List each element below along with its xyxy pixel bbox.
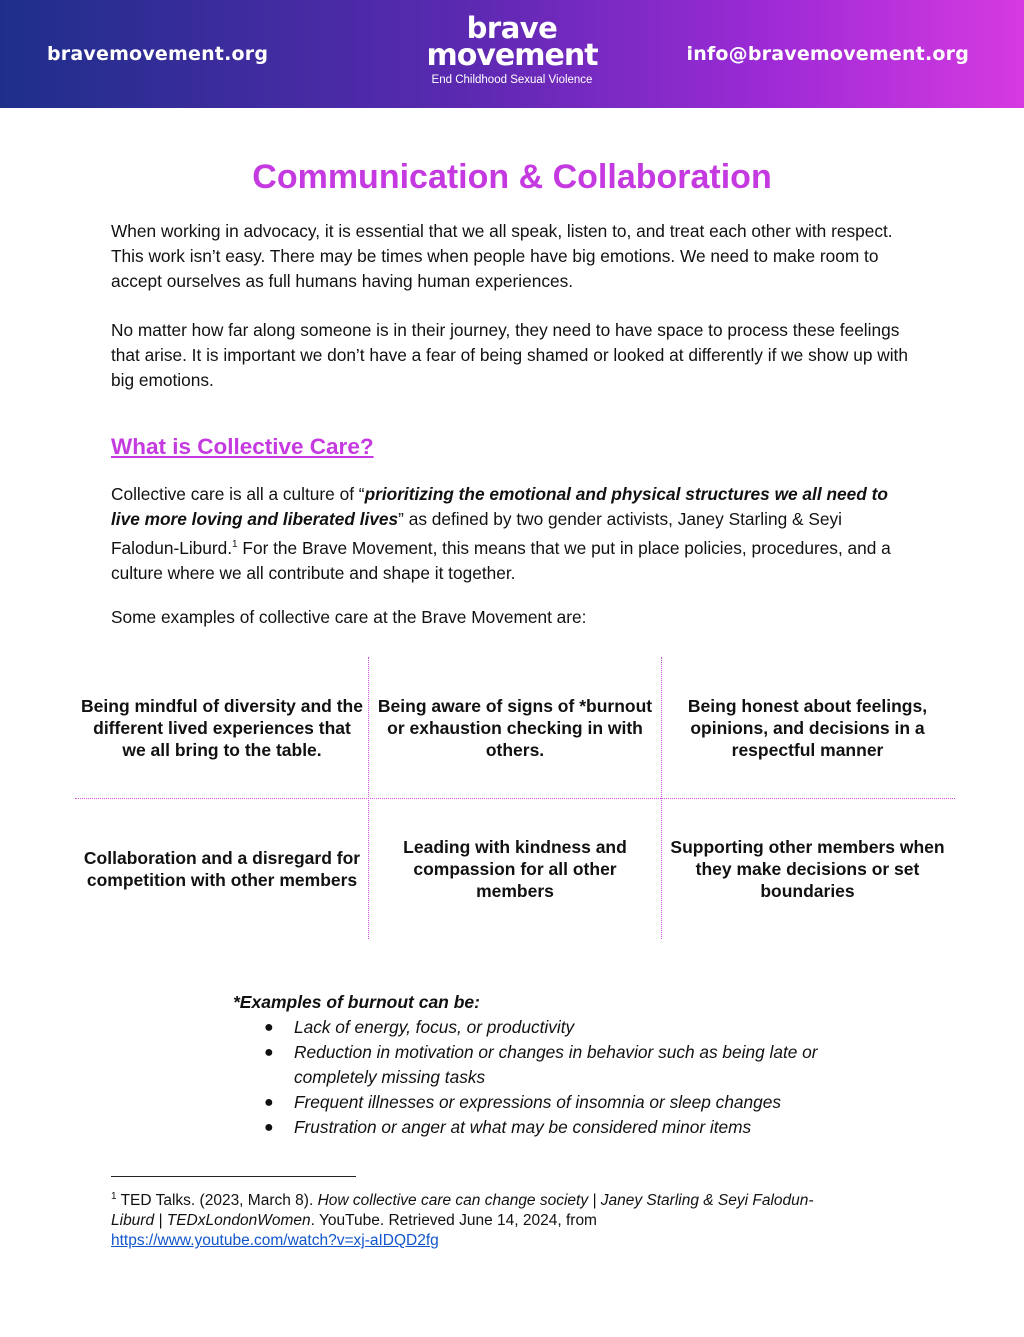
footnote-retrieved: . YouTube. Retrieved June 14, 2024, from bbox=[310, 1212, 597, 1230]
footnote-link[interactable]: https://www.youtube.com/watch?v=xj-aIDQD2fg bbox=[111, 1232, 439, 1250]
grid-cell: Supporting other members when they make decisions or set boundaries bbox=[670, 836, 945, 901]
logo-tagline: End Childhood Sexual Violence bbox=[431, 74, 593, 86]
grid-cell: Being aware of signs of *burnout or exhaustion checking in with others. bbox=[377, 695, 653, 760]
footnote-work-title: How collective care can change society | Janey Starling & Seyi Falodun-Liburd | TEDxLondonWomen bbox=[111, 1192, 814, 1230]
logo-word-brave: brave bbox=[466, 11, 558, 45]
collective-lead: Collective care is all a culture of “ bbox=[111, 484, 365, 504]
footnote-source: TED Talks. (2023, March 8). bbox=[116, 1192, 318, 1210]
brave-movement-logo[interactable] bbox=[412, 11, 612, 90]
collective-quote: prioritizing the emotional and physical structures we all need to live more loving and liberated lives bbox=[111, 484, 888, 529]
examples-intro: Some examples of collective care at the Brave Movement are: bbox=[111, 607, 587, 627]
burnout-list bbox=[233, 1015, 873, 1140]
header-email[interactable]: info@bravemovement.org bbox=[686, 43, 969, 65]
burnout-title: *Examples of burnout can be: bbox=[233, 992, 480, 1012]
logo-word-movement: movement bbox=[426, 38, 598, 73]
collective-care-grid bbox=[75, 657, 955, 939]
bullet-icon: ● bbox=[264, 1019, 274, 1036]
header-website[interactable]: bravemovement.org bbox=[47, 43, 269, 65]
footnote bbox=[111, 1187, 851, 1251]
grid-cell: Being mindful of diversity and the different lived experiences that we all bring to the table. bbox=[81, 695, 363, 760]
bullet-icon: ● bbox=[264, 1094, 274, 1111]
list-item-text: Reduction in motivation or changes in behavior such as being late or completely missing tasks bbox=[294, 1042, 818, 1087]
list-item-text: Frustration or anger at what may be considered minor items bbox=[294, 1117, 752, 1137]
footnote-divider bbox=[111, 1176, 356, 1177]
footnote-mark: 1 bbox=[111, 1191, 117, 1202]
list-item-text: Frequent illnesses or expressions of insomnia or sleep changes bbox=[294, 1092, 782, 1112]
page-header bbox=[0, 0, 1024, 108]
intro-paragraph-2: No matter how far along someone is in their journey, they need to have space to process these feelings that arise. It is important we don’t have a fear of being shamed or looked at differently if we show up with big emotions. bbox=[111, 320, 908, 390]
list-item bbox=[233, 1090, 873, 1115]
collective-care-heading: What is Collective Care? bbox=[111, 434, 374, 459]
list-item bbox=[233, 1040, 873, 1090]
list-item-text: Lack of energy, focus, or productivity bbox=[294, 1017, 575, 1037]
grid-cell: Leading with kindness and compassion for all other members bbox=[403, 836, 627, 901]
collective-care-paragraph bbox=[111, 482, 911, 586]
bullet-icon: ● bbox=[264, 1119, 274, 1136]
list-item bbox=[233, 1015, 873, 1040]
intro-paragraph-1: When working in advocacy, it is essential that we all speak, listen to, and treat each other with respect. This work isn’t easy. There may be times when people have big emotions. We need to make room to accept ourselves as full humans having human experiences. bbox=[111, 221, 893, 291]
grid-cell: Being honest about feelings, opinions, and decisions in a respectful manner bbox=[687, 695, 928, 760]
grid-cell: Collaboration and a disregard for competition with other members bbox=[83, 847, 361, 890]
collective-rest: For the Brave Movement, this means that we put in place policies, procedures, and a culture where we all contribute and shape it together. bbox=[111, 537, 891, 583]
list-item bbox=[233, 1115, 873, 1140]
bullet-icon: ● bbox=[264, 1044, 274, 1061]
page-title: Communication & Collaboration bbox=[252, 158, 772, 196]
collective-after-quote: ” as defined by two gender activists, Janey Starling & Seyi Falodun-Liburd. bbox=[111, 509, 842, 558]
footnote-ref[interactable]: 1 bbox=[232, 539, 238, 550]
